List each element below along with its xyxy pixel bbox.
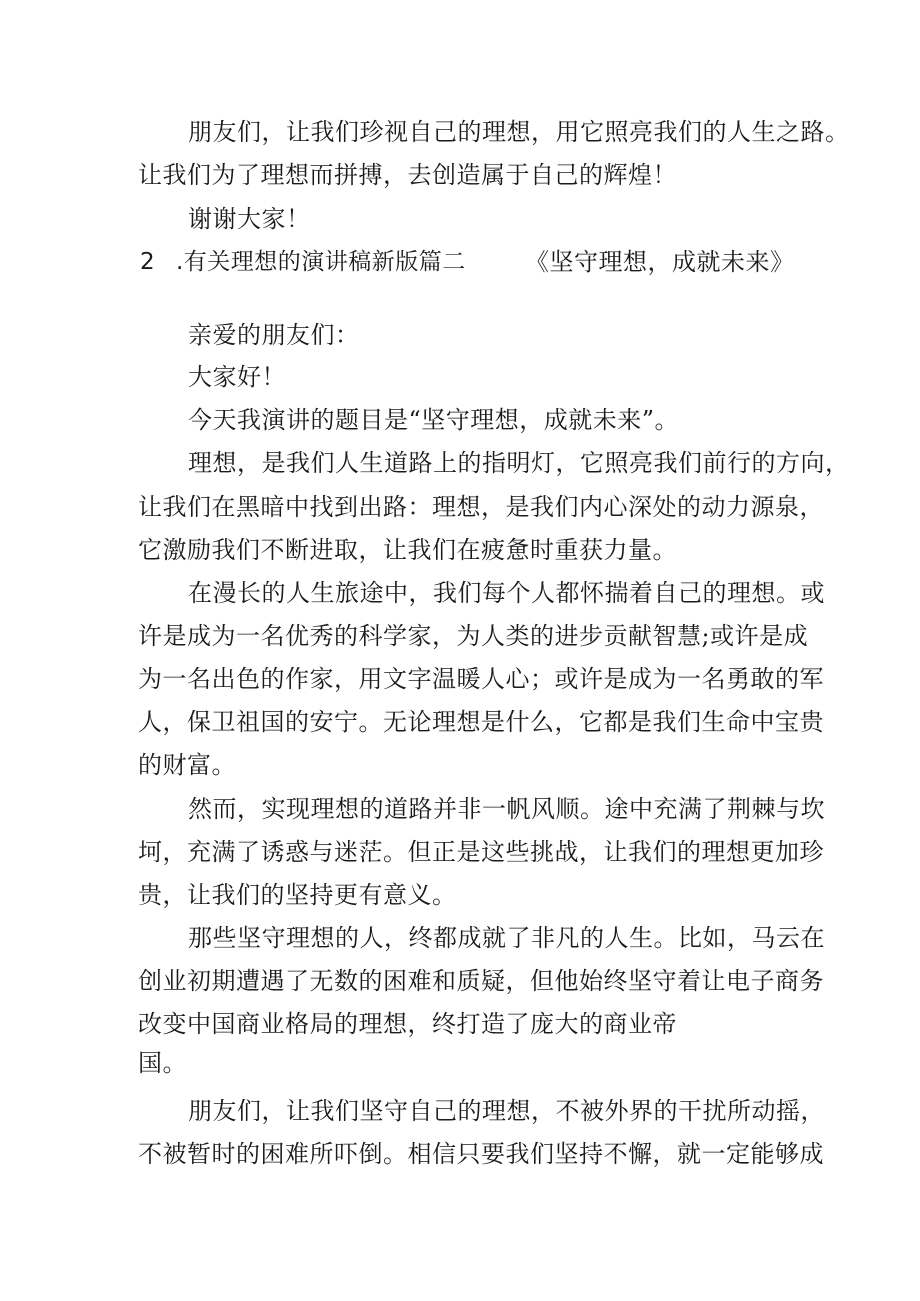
paragraph-line: 坷，充满了诱惑与迷茫。但正是这些挑战，让我们的理想更加珍 xyxy=(138,838,824,866)
paragraph-line: 谢谢大家！ xyxy=(188,205,311,233)
paragraph-line: 那些坚守理想的人，终都成就了非凡的人生。比如，马云在 xyxy=(188,924,825,952)
paragraph-line: 为一名出色的作家，用文字温暖人心；或许是成为一名勇敢的军 xyxy=(138,665,824,693)
paragraph-line: 在漫长的人生旅途中，我们每个人都怀揣着自己的理想。或 xyxy=(188,579,825,607)
paragraph-line: 许是成为一名优秀的科学家，为人类的进步贡献智慧;或许是成 xyxy=(138,622,809,650)
paragraph-line: 人，保卫祖国的安宁。无论理想是什么，它都是我们生命中宝贵 xyxy=(138,708,824,736)
paragraph-line: 让我们为了理想而拼搏，去创造属于自己的辉煌！ xyxy=(138,161,677,189)
section-number: 2 xyxy=(140,249,156,275)
section-subtitle: 《坚守理想，成就未来》 xyxy=(525,248,795,276)
paragraph-line: 理想，是我们人生道路上的指明灯，它照亮我们前行的方向， xyxy=(188,449,850,477)
paragraph-line: 朋友们，让我们坚守自己的理想，不被外界的干扰所动摇， xyxy=(188,1097,825,1125)
section-title: .有关理想的演讲稿新版篇二 xyxy=(176,249,466,275)
paragraph-line: 然而，实现理想的道路并非一帆风顺。途中充满了荆棘与坎 xyxy=(188,795,825,823)
paragraph-line: 朋友们，让我们珍视自己的理想，用它照亮我们的人生之路。 xyxy=(188,118,850,146)
paragraph-line: 它激励我们不断进取，让我们在疲惫时重获力量。 xyxy=(138,536,677,564)
paragraph-line: 大家好！ xyxy=(188,363,286,391)
paragraph-line: 不被暂时的困难所吓倒。相信只要我们坚持不懈，就一定能够成 xyxy=(138,1140,824,1168)
paragraph-line: 的财富。 xyxy=(138,751,236,779)
paragraph-line: 改变中国商业格局的理想，终打造了庞大的商业帝 xyxy=(138,1010,677,1038)
paragraph-line: 让我们在黑暗中找到出路：理想，是我们内心深处的动力源泉， xyxy=(138,493,824,521)
paragraph-line: 亲爱的朋友们： xyxy=(188,321,360,349)
paragraph-line: 国。 xyxy=(138,1049,187,1077)
paragraph-line: 贵，让我们的坚持更有意义。 xyxy=(138,881,457,909)
paragraph-line: 今天我演讲的题目是“坚守理想，成就未来”。 xyxy=(188,406,680,434)
section-heading xyxy=(140,245,795,279)
paragraph-line: 创业初期遭遇了无数的困难和质疑，但他始终坚守着让电子商务 xyxy=(138,967,824,995)
